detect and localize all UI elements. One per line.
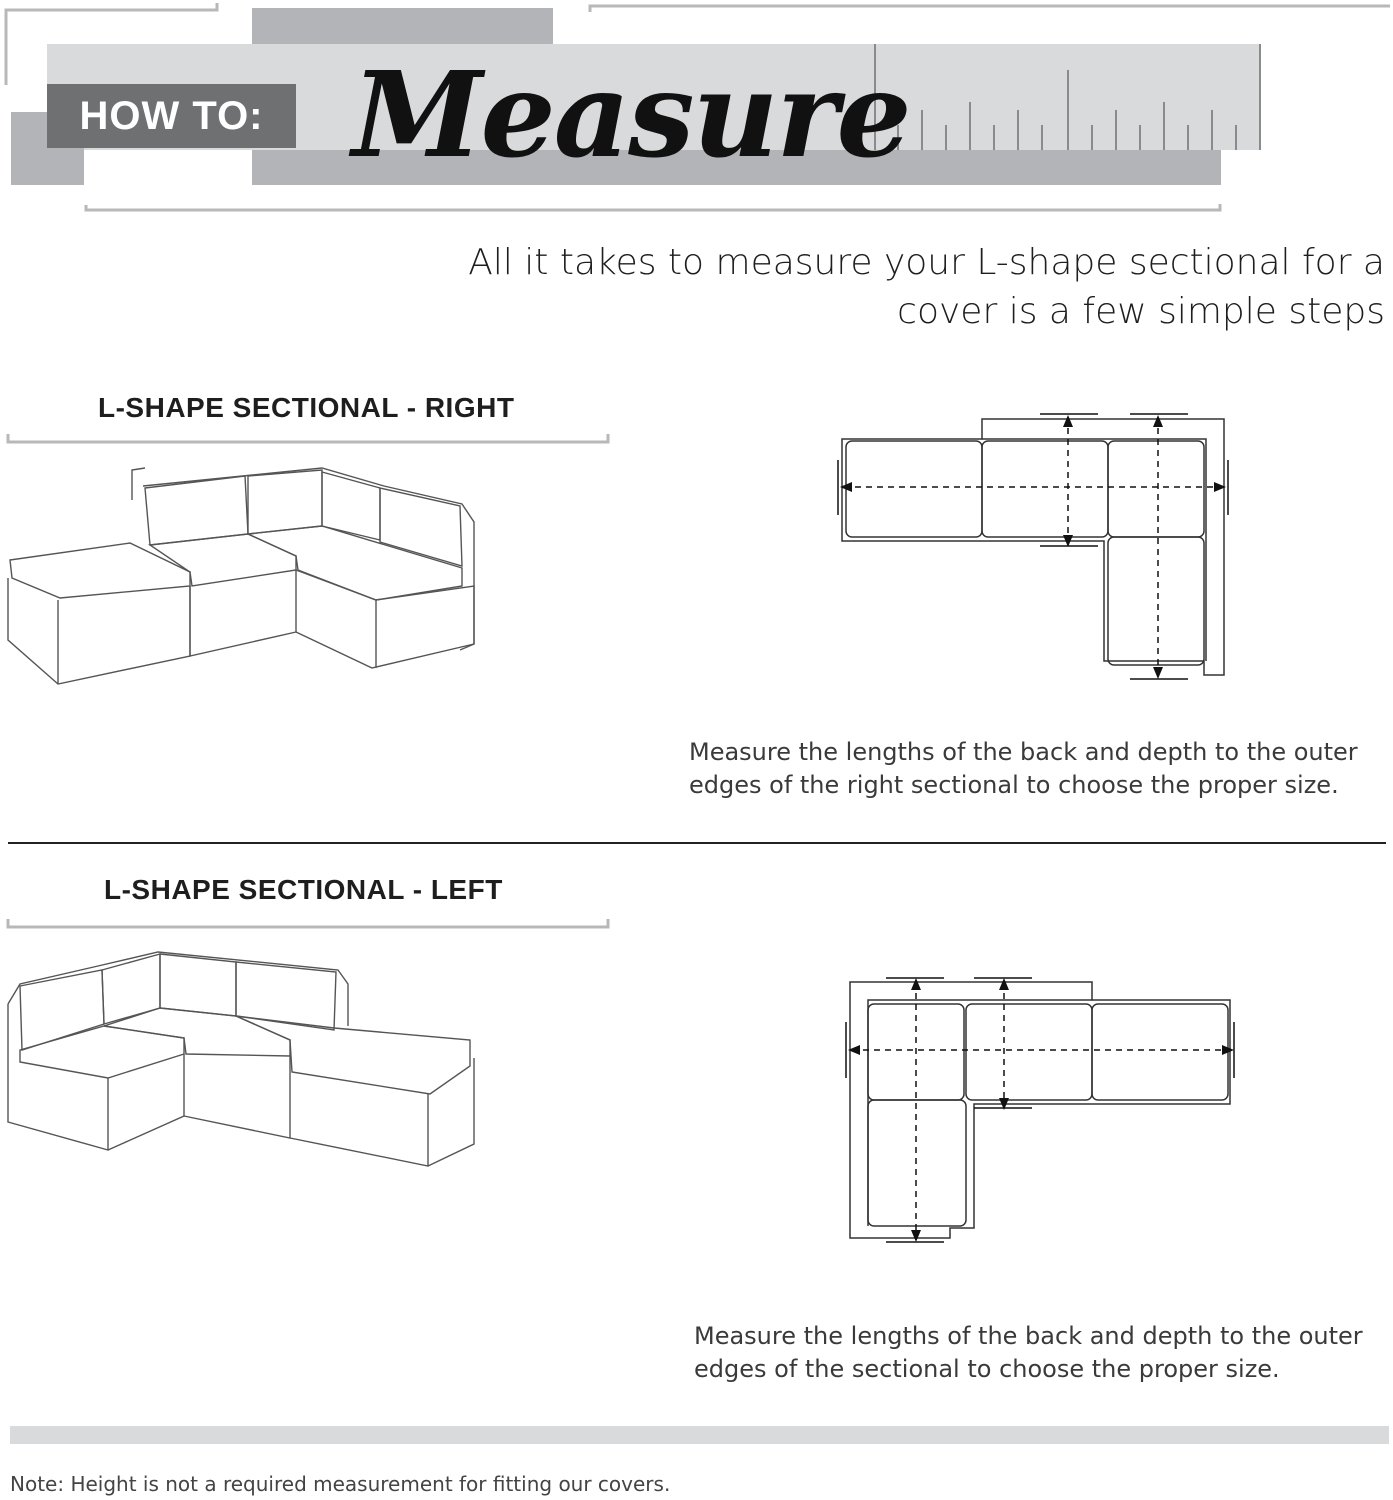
footer-bar (10, 1426, 1389, 1444)
measure-arrows-right (844, 417, 1222, 675)
section-title-right: L-SHAPE SECTIONAL - RIGHT (98, 392, 515, 423)
page-title: Measure (352, 45, 910, 184)
measure-arrows-left (852, 982, 1230, 1240)
sofa-illustration-right (0, 430, 620, 700)
section-underline-right (8, 434, 608, 442)
caption-right-line-1: Measure the lengths of the back and depth to the outer (689, 738, 1358, 766)
caption-right (689, 736, 1358, 802)
diagram-left (838, 970, 1248, 1255)
section-title-left: L-SHAPE SECTIONAL - LEFT (104, 874, 503, 905)
caption-left-line-1: Measure the lengths of the back and depth to the outer (694, 1322, 1363, 1350)
caption-left (694, 1320, 1363, 1386)
section-divider (8, 842, 1386, 844)
caption-right-line-2: edges of the right sectional to choose the proper size. (689, 771, 1339, 799)
top-right-bracket (590, 6, 1390, 12)
diagram-right (830, 405, 1240, 690)
intro-line-1: All it takes to measure your L-shape sectional for a (468, 242, 1385, 283)
caption-left-line-2: edges of the sectional to choose the proper size. (694, 1355, 1280, 1383)
bottom-bracket (86, 204, 1220, 210)
intro-line-2: cover is a few simple steps (897, 291, 1385, 332)
footer-note: Note: Height is not a required measurement for fitting our covers. (10, 1472, 671, 1496)
section-underline-left (8, 919, 608, 927)
how-to-badge: HOW TO: (79, 93, 264, 138)
intro-text (425, 238, 1385, 336)
sofa-illustration-left (0, 915, 620, 1175)
header-block-top (252, 8, 553, 44)
